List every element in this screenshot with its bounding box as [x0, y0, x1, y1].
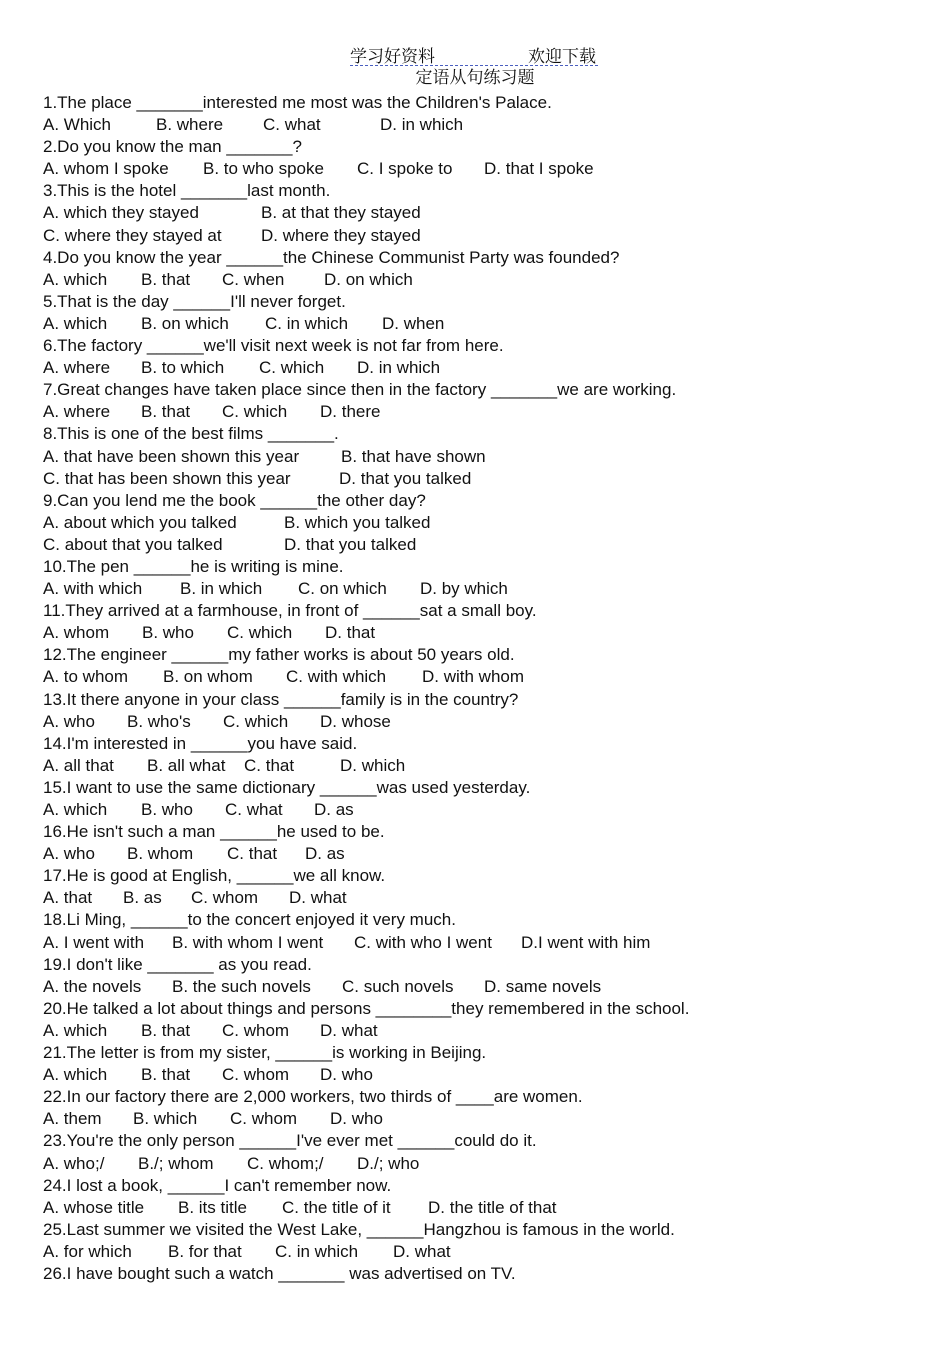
options-row	[43, 158, 689, 180]
answer-option: B. as	[123, 888, 162, 908]
answer-option: B. the such novels	[172, 976, 311, 996]
answer-option: D. what	[393, 1241, 451, 1261]
options-row	[43, 202, 689, 224]
answer-option: B. whom	[127, 844, 194, 864]
answer-option: C. the title of it	[282, 1197, 391, 1217]
answer-option: C. that	[244, 755, 295, 775]
answer-option: C. which	[259, 358, 325, 378]
question-text: 7.Great changes have taken place since then in the factory _______we are working.	[43, 380, 677, 400]
answer-option: B. where	[156, 115, 224, 135]
header-right-text: 欢迎下载	[528, 47, 596, 67]
options-row	[43, 887, 689, 909]
answer-option: A. the novels	[43, 976, 142, 996]
answer-option: B. to which	[141, 358, 225, 378]
answer-option: D. when	[382, 313, 445, 333]
answer-option: D. which	[340, 755, 406, 775]
question-text: 22.In our factory there are 2,000 workers, two thirds of ____are women.	[43, 1087, 583, 1107]
options-row	[43, 1197, 689, 1219]
options-row	[43, 269, 689, 291]
question-text: 20.He talked a lot about things and persons ________they remembered in the school.	[43, 998, 690, 1018]
answer-option: B. its title	[178, 1197, 247, 1217]
answer-option: D.I went with him	[521, 932, 651, 952]
answer-option: B. who	[141, 800, 193, 819]
question-text: 23.You're the only person ______I've ever met ______could do it.	[43, 1131, 537, 1151]
answer-option: C. that has been shown this year	[43, 468, 291, 488]
answer-option: C. where they stayed at	[43, 225, 222, 245]
answer-option: D. with whom	[422, 667, 525, 687]
question-text: 15.I want to use the same dictionary ______was used yesterday.	[43, 777, 531, 797]
answer-option: B. that	[141, 402, 191, 422]
answer-option: B. for that	[168, 1241, 242, 1261]
answer-option: A. which	[43, 313, 108, 333]
answer-option: A. Which	[43, 115, 112, 135]
answer-option: A. whose title	[43, 1197, 145, 1217]
options-row	[43, 1108, 689, 1130]
options-row	[43, 799, 689, 821]
question-text: 5.That is the day ______I'll never forget.	[43, 291, 346, 311]
question-text: 10.The pen ______he is writing is mine.	[43, 556, 344, 576]
question-text: 18.Li Ming, ______to the concert enjoyed it very much.	[43, 910, 456, 930]
answer-option: A. who	[43, 844, 95, 864]
answer-option: A. whom I spoke	[43, 159, 169, 179]
answer-option: C. what	[225, 800, 283, 819]
answer-option: D. who	[330, 1109, 383, 1129]
answer-option: A. who	[43, 711, 95, 731]
question-text: 26.I have bought such a watch _______ was advertised on TV.	[43, 1263, 516, 1283]
answer-option: A. all that	[43, 755, 114, 775]
answer-option: B. which	[133, 1109, 198, 1129]
question-list	[43, 92, 689, 1285]
answer-option: C. such novels	[342, 976, 454, 996]
answer-option: B. that	[141, 1065, 191, 1085]
answer-option: A. about which you talked	[43, 512, 237, 532]
answer-option: D. as	[314, 800, 354, 819]
options-row	[43, 225, 689, 247]
answer-option: C. I spoke to	[357, 159, 453, 179]
answer-option: A. for which	[43, 1241, 132, 1261]
answer-option: A. whom	[43, 623, 110, 643]
answer-option: B. that have shown	[341, 446, 486, 466]
answer-option: C. whom;/	[247, 1153, 324, 1173]
options-row	[43, 357, 689, 379]
options-row	[43, 534, 689, 556]
question-text: 21.The letter is from my sister, ______is working in Beijing.	[43, 1043, 487, 1063]
answer-option: C. when	[222, 269, 285, 289]
question-text: 1.The place _______interested me most was the Children's Palace.	[43, 93, 552, 112]
question-text: 8.This is one of the best films _______.	[43, 424, 339, 444]
answer-option: C. which	[222, 402, 288, 422]
options-row	[43, 313, 689, 335]
answer-option: A. that	[43, 888, 93, 908]
answer-option: B. which you talked	[284, 512, 431, 532]
answer-option: C. in which	[275, 1241, 359, 1261]
question-text: 17.He is good at English, ______we all know.	[43, 866, 386, 886]
options-row	[43, 976, 689, 998]
answer-option: C. in which	[265, 313, 349, 333]
answer-option: D. on which	[324, 269, 413, 289]
question-text: 2.Do you know the man _______?	[43, 137, 302, 157]
answer-option: C. on which	[298, 579, 387, 599]
question-text: 9.Can you lend me the book ______the other day?	[43, 490, 426, 510]
answer-option: A. them	[43, 1109, 102, 1129]
answer-option: D. in which	[380, 115, 464, 135]
options-row	[43, 1241, 689, 1263]
answer-option: D. by which	[420, 579, 508, 599]
answer-option: B. who	[142, 623, 194, 643]
answer-option: B. all what	[147, 755, 226, 775]
answer-option: D. same novels	[484, 976, 602, 996]
answer-option: B. on which	[141, 313, 229, 333]
options-row	[43, 578, 689, 600]
answer-option: A. which they stayed	[43, 203, 199, 223]
answer-option: B. with whom I went	[172, 932, 324, 952]
answer-option: D. as	[305, 844, 345, 864]
answer-option: D./; who	[357, 1153, 420, 1173]
answer-option: A. which	[43, 800, 108, 819]
answer-option: B. at that they stayed	[261, 203, 421, 223]
answer-option: D. that you talked	[284, 534, 417, 554]
answer-option: A. to whom	[43, 667, 129, 687]
answer-option: D. that I spoke	[484, 159, 594, 179]
answer-option: A. which	[43, 269, 108, 289]
options-row	[43, 711, 689, 733]
answer-option: D. that you talked	[339, 468, 472, 488]
question-text: 24.I lost a book, ______I can't remember now.	[43, 1175, 392, 1195]
answer-option: C. whom	[222, 1065, 290, 1085]
answer-option: B. in which	[180, 579, 263, 599]
question-text: 11.They arrived at a farmhouse, in front of ______sat a small boy.	[43, 601, 537, 621]
answer-option: D. who	[320, 1065, 373, 1085]
answer-option: C. which	[223, 711, 289, 731]
answer-option: B./; whom	[138, 1153, 214, 1173]
answer-option: D. where they stayed	[261, 225, 421, 245]
answer-option: D. whose	[320, 711, 391, 731]
answer-option: C. what	[263, 115, 321, 135]
answer-option: A. where	[43, 358, 111, 378]
answer-option: D. that	[325, 623, 376, 643]
page-header	[350, 40, 598, 66]
answer-option: B. that	[141, 1020, 191, 1040]
answer-option: C. whom	[191, 888, 259, 908]
answer-option: A. where	[43, 402, 111, 422]
header-left-text: 学习好资料	[350, 47, 435, 67]
options-row	[43, 114, 689, 136]
options-row	[43, 512, 689, 534]
question-text: 4.Do you know the year ______the Chinese Communist Party was founded?	[43, 247, 620, 267]
options-row	[43, 446, 689, 468]
answer-option: C. whom	[230, 1109, 298, 1129]
answer-option: B. on whom	[163, 667, 253, 687]
answer-option: C. whom	[222, 1020, 290, 1040]
options-row	[43, 932, 689, 954]
answer-option: C. with which	[286, 667, 387, 687]
answer-option: D. there	[320, 402, 381, 422]
answer-option: B. that	[141, 269, 191, 289]
answer-option: B. who's	[127, 711, 191, 731]
page-title: 定语从句练习题	[415, 68, 535, 88]
answer-option: B. to who spoke	[203, 159, 324, 179]
options-row	[43, 1153, 689, 1175]
question-text: 6.The factory ______we'll visit next week is not far from here.	[43, 336, 504, 356]
answer-option: D. what	[289, 888, 347, 908]
question-text: 25.Last summer we visited the West Lake, ______Hangzhou is famous in the world.	[43, 1219, 675, 1239]
options-row	[43, 666, 689, 688]
answer-option: A. I went with	[43, 932, 145, 952]
options-row	[43, 1064, 689, 1086]
answer-option: A. that have been shown this year	[43, 446, 300, 466]
options-row	[43, 755, 689, 777]
answer-option: C. that	[227, 844, 278, 864]
question-text: 14.I'm interested in ______you have said.	[43, 733, 358, 753]
question-text: 3.This is the hotel _______last month.	[43, 181, 331, 201]
options-row	[43, 622, 689, 644]
answer-option: A. which	[43, 1065, 108, 1085]
answer-option: A. which	[43, 1020, 108, 1040]
question-text: 13.It there anyone in your class ______family is in the country?	[43, 689, 519, 709]
answer-option: C. with who I went	[354, 932, 492, 952]
question-text: 12.The engineer ______my father works is about 50 years old.	[43, 645, 515, 665]
options-row	[43, 843, 689, 865]
answer-option: A. with which	[43, 579, 143, 599]
options-row	[43, 1020, 689, 1042]
question-text: 19.I don't like _______ as you read.	[43, 954, 312, 974]
answer-option: D. what	[320, 1020, 378, 1040]
answer-option: C. about that you talked	[43, 534, 223, 554]
answer-option: A. who;/	[43, 1153, 105, 1173]
question-text: 16.He isn't such a man ______he used to be.	[43, 822, 385, 842]
answer-option: D. the title of that	[428, 1197, 557, 1217]
answer-option: D. in which	[357, 358, 441, 378]
options-row	[43, 468, 689, 490]
options-row	[43, 401, 689, 423]
answer-option: C. which	[227, 623, 293, 643]
